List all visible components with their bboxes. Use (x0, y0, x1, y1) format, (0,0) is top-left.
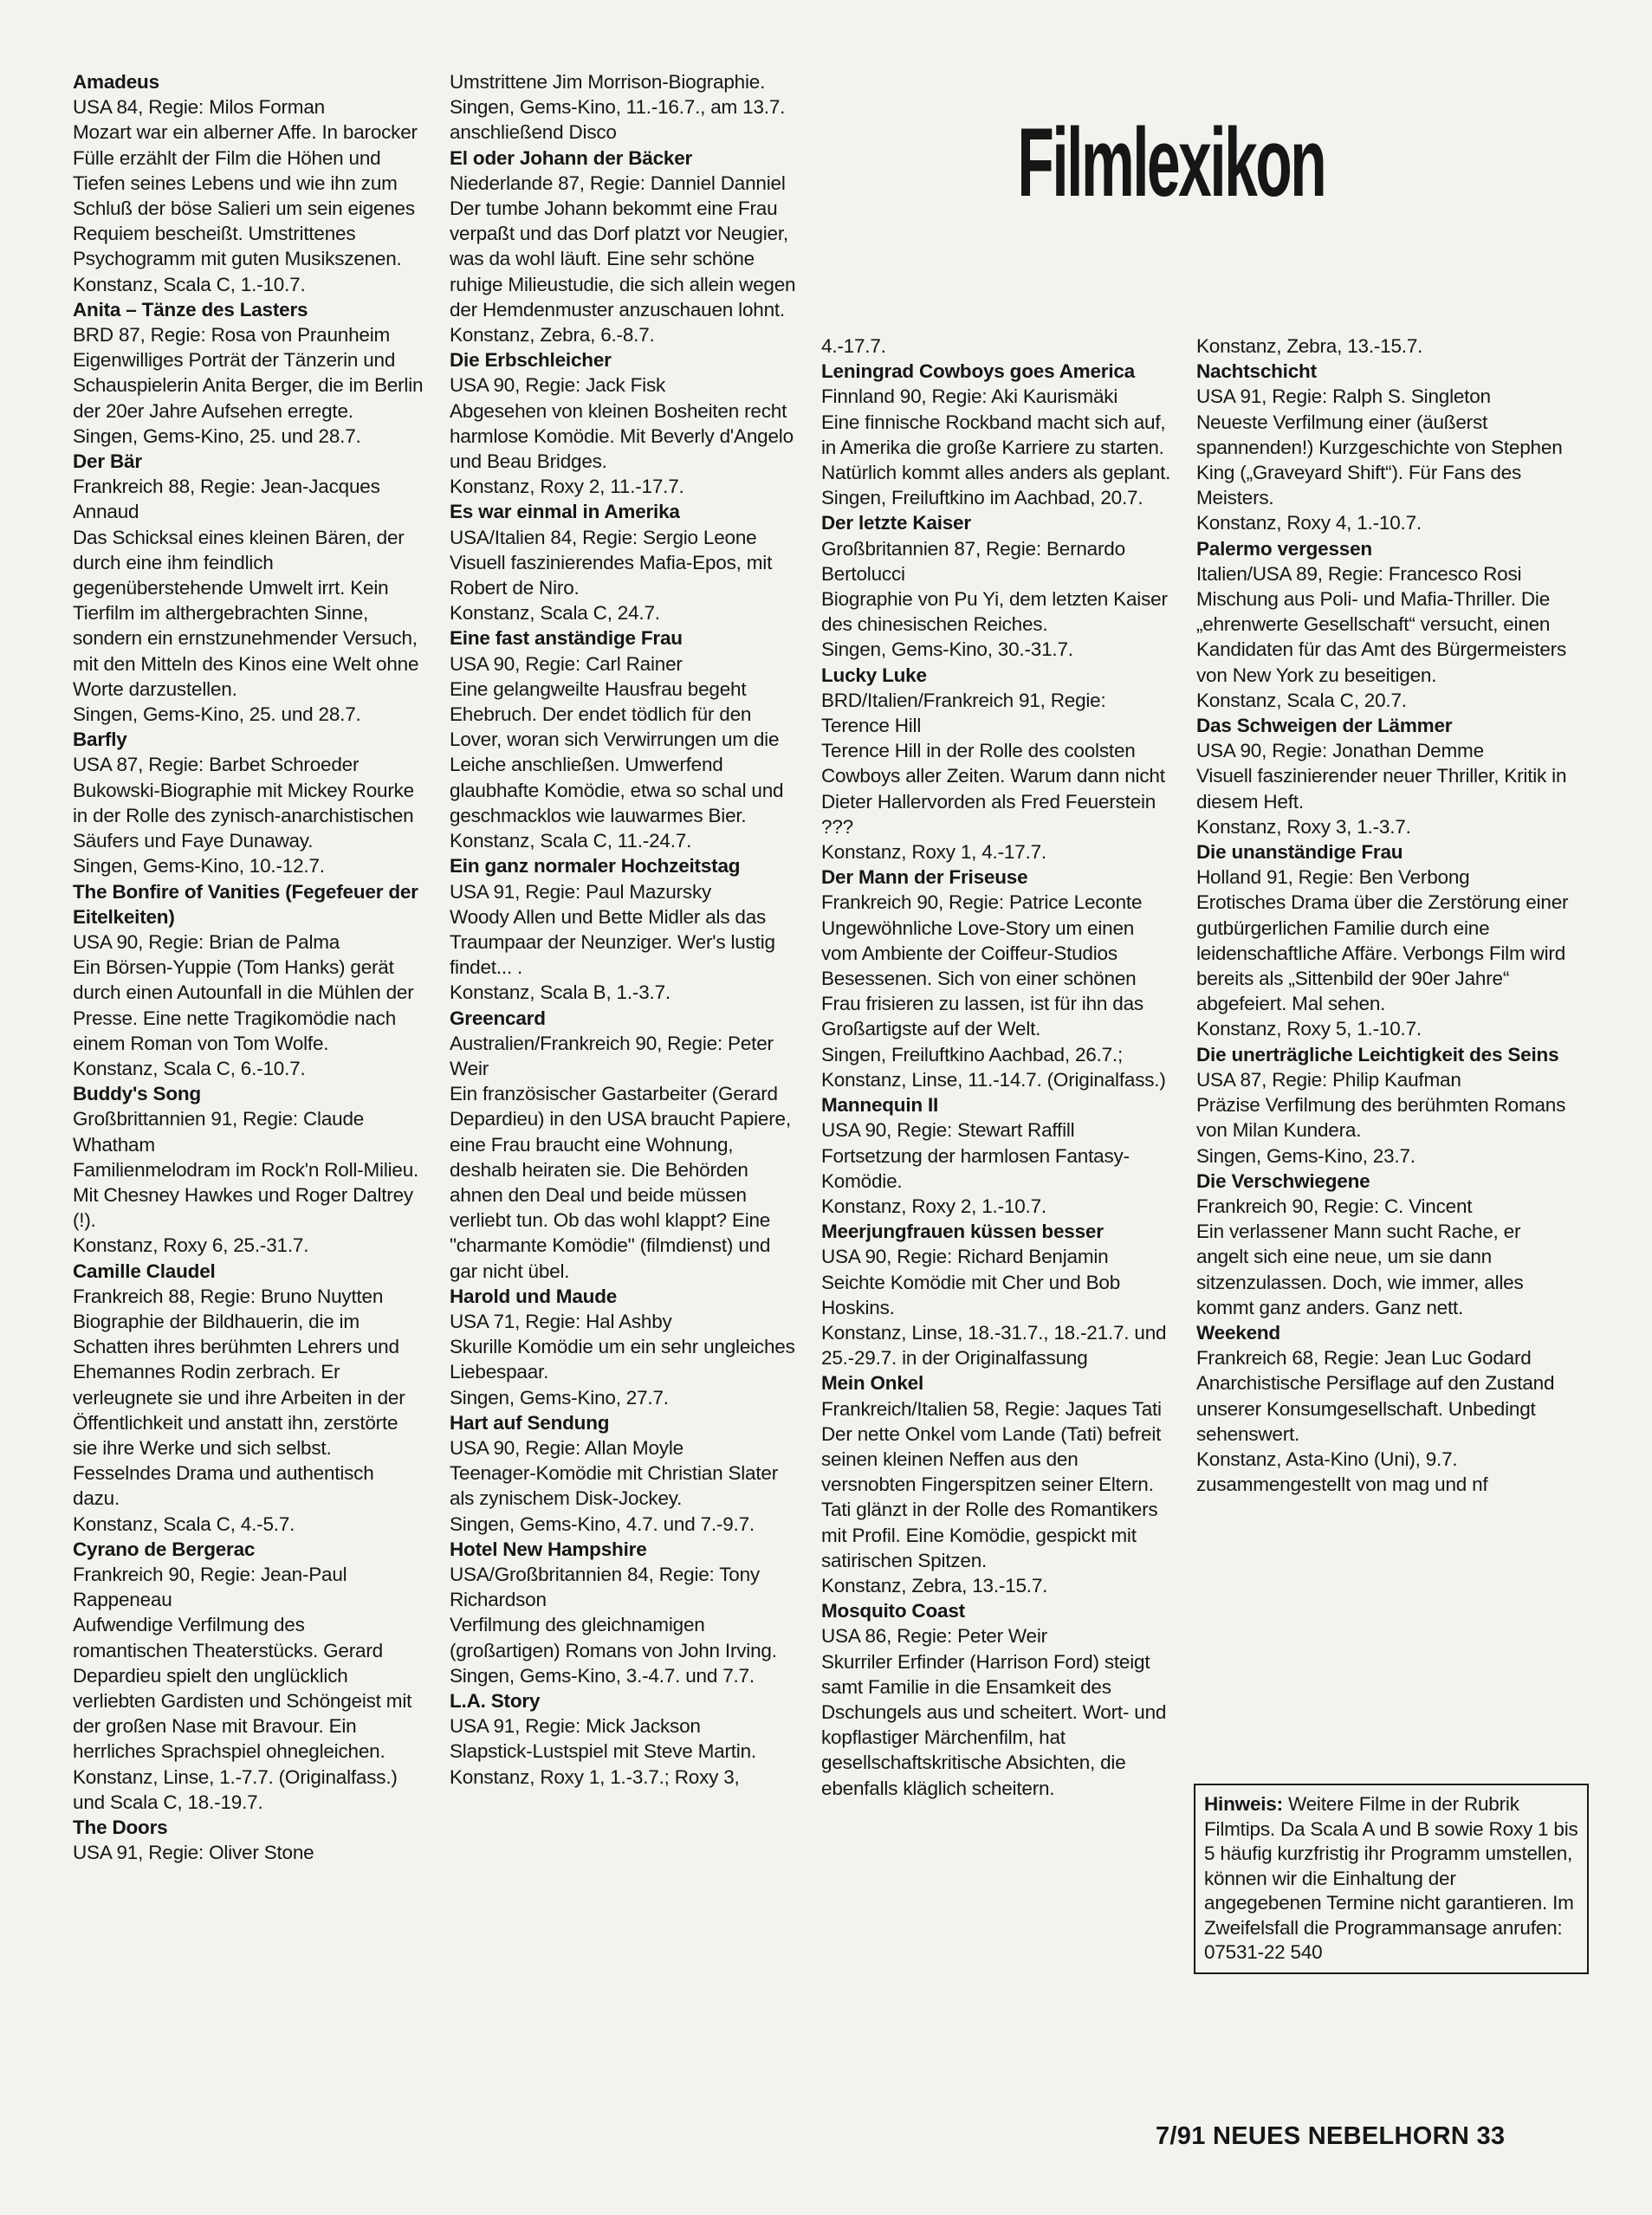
entry-line: Konstanz, Scala C, 6.-10.7. (73, 1057, 306, 1079)
notice-label: Hinweis: (1204, 1793, 1283, 1815)
entry-line: Familienmelodram im Rock'n Roll-Milieu. Mit Chesney Hawkes und Roger Daltrey (!). (73, 1158, 419, 1232)
entry-line: USA 71, Regie: Hal Ashby (450, 1310, 672, 1332)
entry-line: zusammengestellt von mag und nf (1196, 1473, 1488, 1496)
entry-line: Singen, Gems-Kino, 11.-16.7., am 13.7. anschließend Disco (450, 96, 786, 144)
entry-line: Großbrittannien 91, Regie: Claude Whatham (73, 1108, 365, 1156)
entry-line: Singen, Freiluftkino im Aachbad, 20.7. (821, 487, 1143, 509)
entry-line: USA 90, Regie: Allan Moyle (450, 1436, 683, 1459)
page-footer: 7/91 NEUES NEBELHORN 33 (1156, 2122, 1506, 2150)
entry-line: Italien/USA 89, Regie: Francesco Rosi (1196, 562, 1522, 585)
film-title: Anita – Tänze des Lasters (73, 298, 308, 321)
entry-line: Seichte Komödie mit Cher und Bob Hoskins. (821, 1271, 1121, 1318)
film-title: Mosquito Coast (821, 1600, 965, 1622)
entry-line: Frankreich 88, Regie: Bruno Nuytten (73, 1285, 384, 1307)
film-title: Weekend (1196, 1321, 1280, 1344)
entry-line: Ungewöhnliche Love-Story um einen vom Ambiente der Coiffeur-Studios Besessenen. Sich von einer schönen Frau frisieren zu lassen, ist für ihn das Großartigste auf der Welt. (821, 916, 1143, 1040)
entry-line: Konstanz, Roxy 2, 1.-10.7. (821, 1195, 1046, 1217)
film-title: Hotel New Hampshire (450, 1538, 647, 1560)
film-title: El oder Johann der Bäcker (450, 146, 693, 169)
entry-line: Konstanz, Roxy 1, 4.-17.7. (821, 841, 1046, 864)
film-title: L.A. Story (450, 1690, 541, 1712)
entry-line: Bukowski-Biographie mit Mickey Rourke in der Rolle des zynisch-anarchistischen Säufers und Faye Dunaway. (73, 779, 414, 852)
entry-line: USA/Großbritannien 84, Regie: Tony Richardson (450, 1563, 760, 1611)
entry-line: USA 91, Regie: Oliver Stone (73, 1842, 314, 1864)
column-4 (1196, 334, 1569, 1497)
entry-line: USA 91, Regie: Mick Jackson (450, 1715, 701, 1738)
entry-line: USA 90, Regie: Jonathan Demme (1196, 740, 1484, 762)
entry-line: Konstanz, Asta-Kino (Uni), 9.7. (1196, 1448, 1458, 1470)
entry-line: Skurille Komödie um ein sehr ungleiches Liebespaar. (450, 1336, 795, 1383)
entry-line: BRD/Italien/Frankreich 91, Regie: Terence Hill (821, 689, 1106, 737)
entry-line: Konstanz, Zebra, 6.-8.7. (450, 324, 655, 346)
entry-line: Eine gelangweilte Hausfrau begeht Ehebruch. Der endet tödlich für den Lover, woran sich Verwirrungen um die Leiche anschließen. Umwerfend glaubhafte Komödie, etwa so schal und geschmacklos wie lauwarmes Bier. (450, 677, 784, 826)
column-2 (450, 69, 796, 1790)
entry-line: Konstanz, Scala C, 1.-10.7. (73, 273, 306, 295)
film-title: Eine fast anständige Frau (450, 627, 683, 650)
entry-line: USA 90, Regie: Richard Benjamin (821, 1246, 1109, 1268)
entry-line: USA 87, Regie: Philip Kaufman (1196, 1068, 1461, 1091)
film-title: Hart auf Sendung (450, 1411, 610, 1434)
entry-line: Eigenwilliges Porträt der Tänzerin und Schauspielerin Anita Berger, die im Berlin der 20er Jahre Aufsehen erregte. (73, 349, 424, 422)
entry-line: Singen, Freiluftkino Aachbad, 26.7.; Konstanz, Linse, 11.-14.7. (Originalfass.) (821, 1043, 1166, 1091)
entry-line: Frankreich 90, Regie: Jean-Paul Rappeneau (73, 1563, 347, 1611)
entry-line: USA 90, Regie: Carl Rainer (450, 652, 683, 675)
entry-line: USA 87, Regie: Barbet Schroeder (73, 754, 360, 776)
film-title: Amadeus (73, 71, 159, 93)
film-title: Buddy's Song (73, 1083, 201, 1105)
entry-line: Finnland 90, Regie: Aki Kaurismäki (821, 385, 1118, 408)
entry-line: Verfilmung des gleichnamigen (großartigen) Romans von John Irving. (450, 1614, 777, 1661)
film-title: Meerjungfrauen küssen besser (821, 1221, 1104, 1243)
film-title: Der Bär (73, 450, 142, 473)
entry-line: Konstanz, Scala C, 24.7. (450, 602, 660, 625)
entry-line: Mischung aus Poli- und Mafia-Thriller. Die „ehrenwerte Gesellschaft“ versucht, einen Kandidaten für das Amt des Bürgermeisters von New York zu beseitigen. (1196, 588, 1567, 686)
film-title: Der letzte Kaiser (821, 512, 971, 534)
entry-line: Umstrittene Jim Morrison-Biographie. (450, 71, 766, 93)
entry-line: Konstanz, Scala B, 1.-3.7. (450, 981, 671, 1004)
film-title: Es war einmal in Amerika (450, 501, 680, 523)
entry-line: Ein französischer Gastarbeiter (Gerard Depardieu) in den USA braucht Papiere, eine Frau braucht eine Wohnung, deshalb heiraten sie. Die Behörden ahnen den Deal und beide müssen verliebt tun. Ob das wohl klappt? Eine "charmante Komödie" (filmdienst) und gar nicht übel. (450, 1083, 791, 1282)
page-title: Filmlexikon (1017, 108, 1325, 217)
entry-line: Frankreich 90, Regie: C. Vincent (1196, 1195, 1473, 1217)
film-title: Harold und Maude (450, 1285, 618, 1307)
entry-line: Frankreich 68, Regie: Jean Luc Godard (1196, 1347, 1532, 1370)
entry-line: Skurriler Erfinder (Harrison Ford) steigt samt Familie in die Ensamkeit des Dschungels aus und scheitert. Wort- und kopflastiger Märchenfilm, hat gesellschaftskritische Absichten, die ebenfalls kläglich scheitern. (821, 1650, 1167, 1799)
film-title: Die unerträgliche Leichtigkeit des Seins (1196, 1043, 1559, 1065)
film-title: Palermo vergessen (1196, 537, 1372, 560)
entry-line: Großbritannien 87, Regie: Bernardo Bertolucci (821, 537, 1125, 585)
entry-line: Teenager-Komödie mit Christian Slater als zynischem Disk-Jockey. (450, 1462, 779, 1510)
column-1 (73, 69, 424, 1865)
entry-line: Biographie der Bildhauerin, die im Schatten ihres berühmten Lehrers und Ehemannes Rodin zerbrach. Er verleugnete sie und ihre Arbeiten in der Öffentlichkeit und anstatt ihn, zerstörte sie ihre Werke und sich selbst. Fesselndes Drama und authentisch dazu. (73, 1310, 405, 1510)
film-title: Ein ganz normaler Hochzeitstag (450, 855, 741, 878)
film-title: Mannequin II (821, 1094, 939, 1117)
entry-line: Singen, Gems-Kino, 27.7. (450, 1386, 669, 1409)
entry-line: Konstanz, Roxy 3, 1.-3.7. (1196, 815, 1411, 838)
entry-line: Ein verlassener Mann sucht Rache, er angelt sich eine neue, um sie dann sitzenzulassen. Doch, wie immer, alles kommt ganz anders. Ganz nett. (1196, 1221, 1524, 1318)
entry-line: BRD 87, Regie: Rosa von Praunheim (73, 324, 391, 346)
entry-line: USA 90, Regie: Jack Fisk (450, 374, 666, 397)
entry-line: Biographie von Pu Yi, dem letzten Kaiser des chinesischen Reiches. (821, 588, 1168, 636)
entry-line: Niederlande 87, Regie: Danniel Danniel (450, 172, 786, 194)
entry-line: Aufwendige Verfilmung des romantischen Theaterstücks. Gerard Depardieu spielt den unglücklich verliebten Gardisten und Schöngeist mit der großen Nase mit Bravour. Ein herrliches Sprachspiel ohnegleichen. (73, 1614, 412, 1763)
entry-line: USA 84, Regie: Milos Forman (73, 96, 325, 119)
entry-line: USA 90, Regie: Stewart Raffill (821, 1119, 1075, 1142)
film-title: Leningrad Cowboys goes America (821, 360, 1135, 383)
entry-line: Neueste Verfilmung einer (äußerst spannenden!) Kurzgeschichte von Stephen King („Graveyard Shift“). Für Fans des Meisters. (1196, 411, 1563, 509)
entry-line: Konstanz, Roxy 1, 1.-3.7.; Roxy 3, (450, 1765, 740, 1788)
entry-line: Der nette Onkel vom Lande (Tati) befreit seinen kleinen Neffen aus den versnobten Fingerspitzen seiner Eltern. Tati glänzt in der Rolle des Romantikers mit Profil. Eine Komödie, gespickt mit satirischen Spitzen. (821, 1422, 1162, 1571)
entry-line: Abgesehen von kleinen Bosheiten recht harmlose Komödie. Mit Beverly d'Angelo und Beau Bridges. (450, 399, 794, 473)
entry-line: Erotisches Drama über die Zerstörung einer gutbürgerlichen Familie durch eine leidenschaftliche Affäre. Verbongs Film wird bereits als „Sittenbild der 90er Jahre“ abgefeiert. Mal sehen. (1196, 891, 1569, 1015)
film-title: Barfly (73, 729, 127, 751)
film-title: The Bonfire of Vanities (Fegefeuer der Eitelkeiten) (73, 880, 418, 928)
film-title: The Doors (73, 1817, 168, 1839)
entry-line: Singen, Gems-Kino, 25. und 28.7. (73, 424, 361, 447)
entry-line: Konstanz, Roxy 2, 11.-17.7. (450, 476, 684, 498)
entry-line: USA/Italien 84, Regie: Sergio Leone (450, 526, 757, 548)
entry-line: Frankreich 90, Regie: Patrice Leconte (821, 891, 1143, 914)
entry-line: Frankreich 88, Regie: Jean-Jacques Annaud (73, 476, 380, 523)
entry-line: Visuell faszinierender neuer Thriller, Kritik in diesem Heft. (1196, 765, 1567, 813)
entry-line: Konstanz, Roxy 6, 25.-31.7. (73, 1234, 309, 1257)
film-title: Cyrano de Bergerac (73, 1538, 256, 1560)
entry-line: Konstanz, Scala C, 4.-5.7. (73, 1512, 295, 1535)
entry-line: Mozart war ein alberner Affe. In barocker Fülle erzählt der Film die Höhen und Tiefen seines Lebens und wie ihn zum Schluß der böse Salieri um sein eigenes Requiem bescheißt. Umstrittenes Psychogramm mit guten Musikszenen. (73, 121, 418, 270)
film-title: Mein Onkel (821, 1372, 924, 1395)
notice-box (1194, 1784, 1589, 1974)
entry-line: Konstanz, Linse, 1.-7.7. (Originalfass.) und Scala C, 18.-19.7. (73, 1765, 398, 1813)
entry-line: Terence Hill in der Rolle des coolsten Cowboys aller Zeiten. Warum dann nicht Dieter Hallervorden als Fred Feuerstein ??? (821, 740, 1165, 838)
entry-line: Slapstick-Lustspiel mit Steve Martin. (450, 1740, 756, 1763)
entry-line: Präzise Verfilmung des berühmten Romans von Milan Kundera. (1196, 1094, 1566, 1142)
entry-line: Woody Allen und Bette Midler als das Traumpaar der Neunziger. Wer's lustig findet... . (450, 905, 775, 979)
film-title: Die Erbschleicher (450, 349, 612, 372)
entry-line: USA 90, Regie: Brian de Palma (73, 930, 340, 953)
entry-line: Konstanz, Roxy 5, 1.-10.7. (1196, 1018, 1422, 1040)
entry-line: Singen, Gems-Kino, 25. und 28.7. (73, 703, 361, 726)
film-title: Das Schweigen der Lämmer (1196, 715, 1453, 737)
film-title: Camille Claudel (73, 1260, 216, 1282)
entry-line: USA 91, Regie: Ralph S. Singleton (1196, 385, 1491, 408)
entry-line: Singen, Gems-Kino, 4.7. und 7.-9.7. (450, 1512, 755, 1535)
column-3 (821, 334, 1175, 1801)
entry-line: Eine finnische Rockband macht sich auf, in Amerika die große Karriere zu starten. Natürlich kommt alles anders als geplant. (821, 411, 1171, 484)
entry-line: Australien/Frankreich 90, Regie: Peter Weir (450, 1032, 774, 1079)
entry-line: Konstanz, Scala C, 20.7. (1196, 689, 1407, 711)
entry-line: USA 86, Regie: Peter Weir (821, 1625, 1047, 1648)
entry-line: Konstanz, Roxy 4, 1.-10.7. (1196, 512, 1422, 534)
entry-line: Anarchistische Persiflage auf den Zustand unserer Konsumgesellschaft. Unbedingt sehenswert. (1196, 1372, 1555, 1445)
entry-line: 4.-17.7. (821, 335, 886, 357)
entry-line: USA 91, Regie: Paul Mazursky (450, 880, 712, 903)
entry-line: Konstanz, Linse, 18.-31.7., 18.-21.7. und 25.-29.7. in der Originalfassung (821, 1321, 1167, 1370)
film-title: Der Mann der Friseuse (821, 866, 1028, 889)
entry-line: Das Schicksal eines kleinen Bären, der durch eine ihm feindlich gegenüberstehende Umwelt irrt. Kein Tierfilm im althergebrachten Sinne, sondern ein ernstzunehmender Versuch, mit den Mitteln des Kinos eine Welt ohne Worte darzustellen. (73, 526, 419, 700)
entry-line: Der tumbe Johann bekommt eine Frau verpaßt und das Dorf platzt vor Neugier, was da wohl läuft. Eine sehr schöne ruhige Milieustudie, die sich allein wegen der Hemdenmuster anzuschauen lohnt. (450, 198, 796, 321)
film-title: Greencard (450, 1007, 546, 1029)
entry-line: Singen, Gems-Kino, 23.7. (1196, 1144, 1416, 1167)
entry-line: Fortsetzung der harmlosen Fantasy-Komödie. (821, 1144, 1130, 1192)
film-title: Die unanständige Frau (1196, 841, 1403, 864)
entry-line: Konstanz, Zebra, 13.-15.7. (821, 1574, 1048, 1596)
film-title: Die Verschwiegene (1196, 1169, 1370, 1192)
film-title: Nachtschicht (1196, 360, 1317, 383)
entry-line: Frankreich/Italien 58, Regie: Jaques Tati (821, 1397, 1162, 1420)
entry-line: Singen, Gems-Kino, 30.-31.7. (821, 638, 1073, 661)
entry-line: Visuell faszinierendes Mafia-Epos, mit Robert de Niro. (450, 551, 773, 599)
entry-line: Ein Börsen-Yuppie (Tom Hanks) gerät durch einen Autounfall in die Mühlen der Presse. Eine nette Tragikomödie nach einem Roman von Tom Wolfe. (73, 956, 414, 1054)
notice-text: Weitere Filme in der Rubrik Filmtips. Da Scala A und B sowie Roxy 1 bis 5 häufig kurzfristig ihr Programm umstellen, können wir die Einhaltung der angegebenen Termine nicht garantieren. Im Zweifelsfall die Programmansage anrufen: 07531-22 540 (1204, 1793, 1578, 1963)
entry-line: Konstanz, Scala C, 11.-24.7. (450, 830, 692, 852)
entry-line: Holland 91, Regie: Ben Verbong (1196, 866, 1470, 889)
film-title: Lucky Luke (821, 664, 927, 686)
entry-line: Konstanz, Zebra, 13.-15.7. (1196, 335, 1423, 357)
entry-line: Singen, Gems-Kino, 3.-4.7. und 7.7. (450, 1664, 755, 1687)
entry-line: Singen, Gems-Kino, 10.-12.7. (73, 855, 325, 878)
